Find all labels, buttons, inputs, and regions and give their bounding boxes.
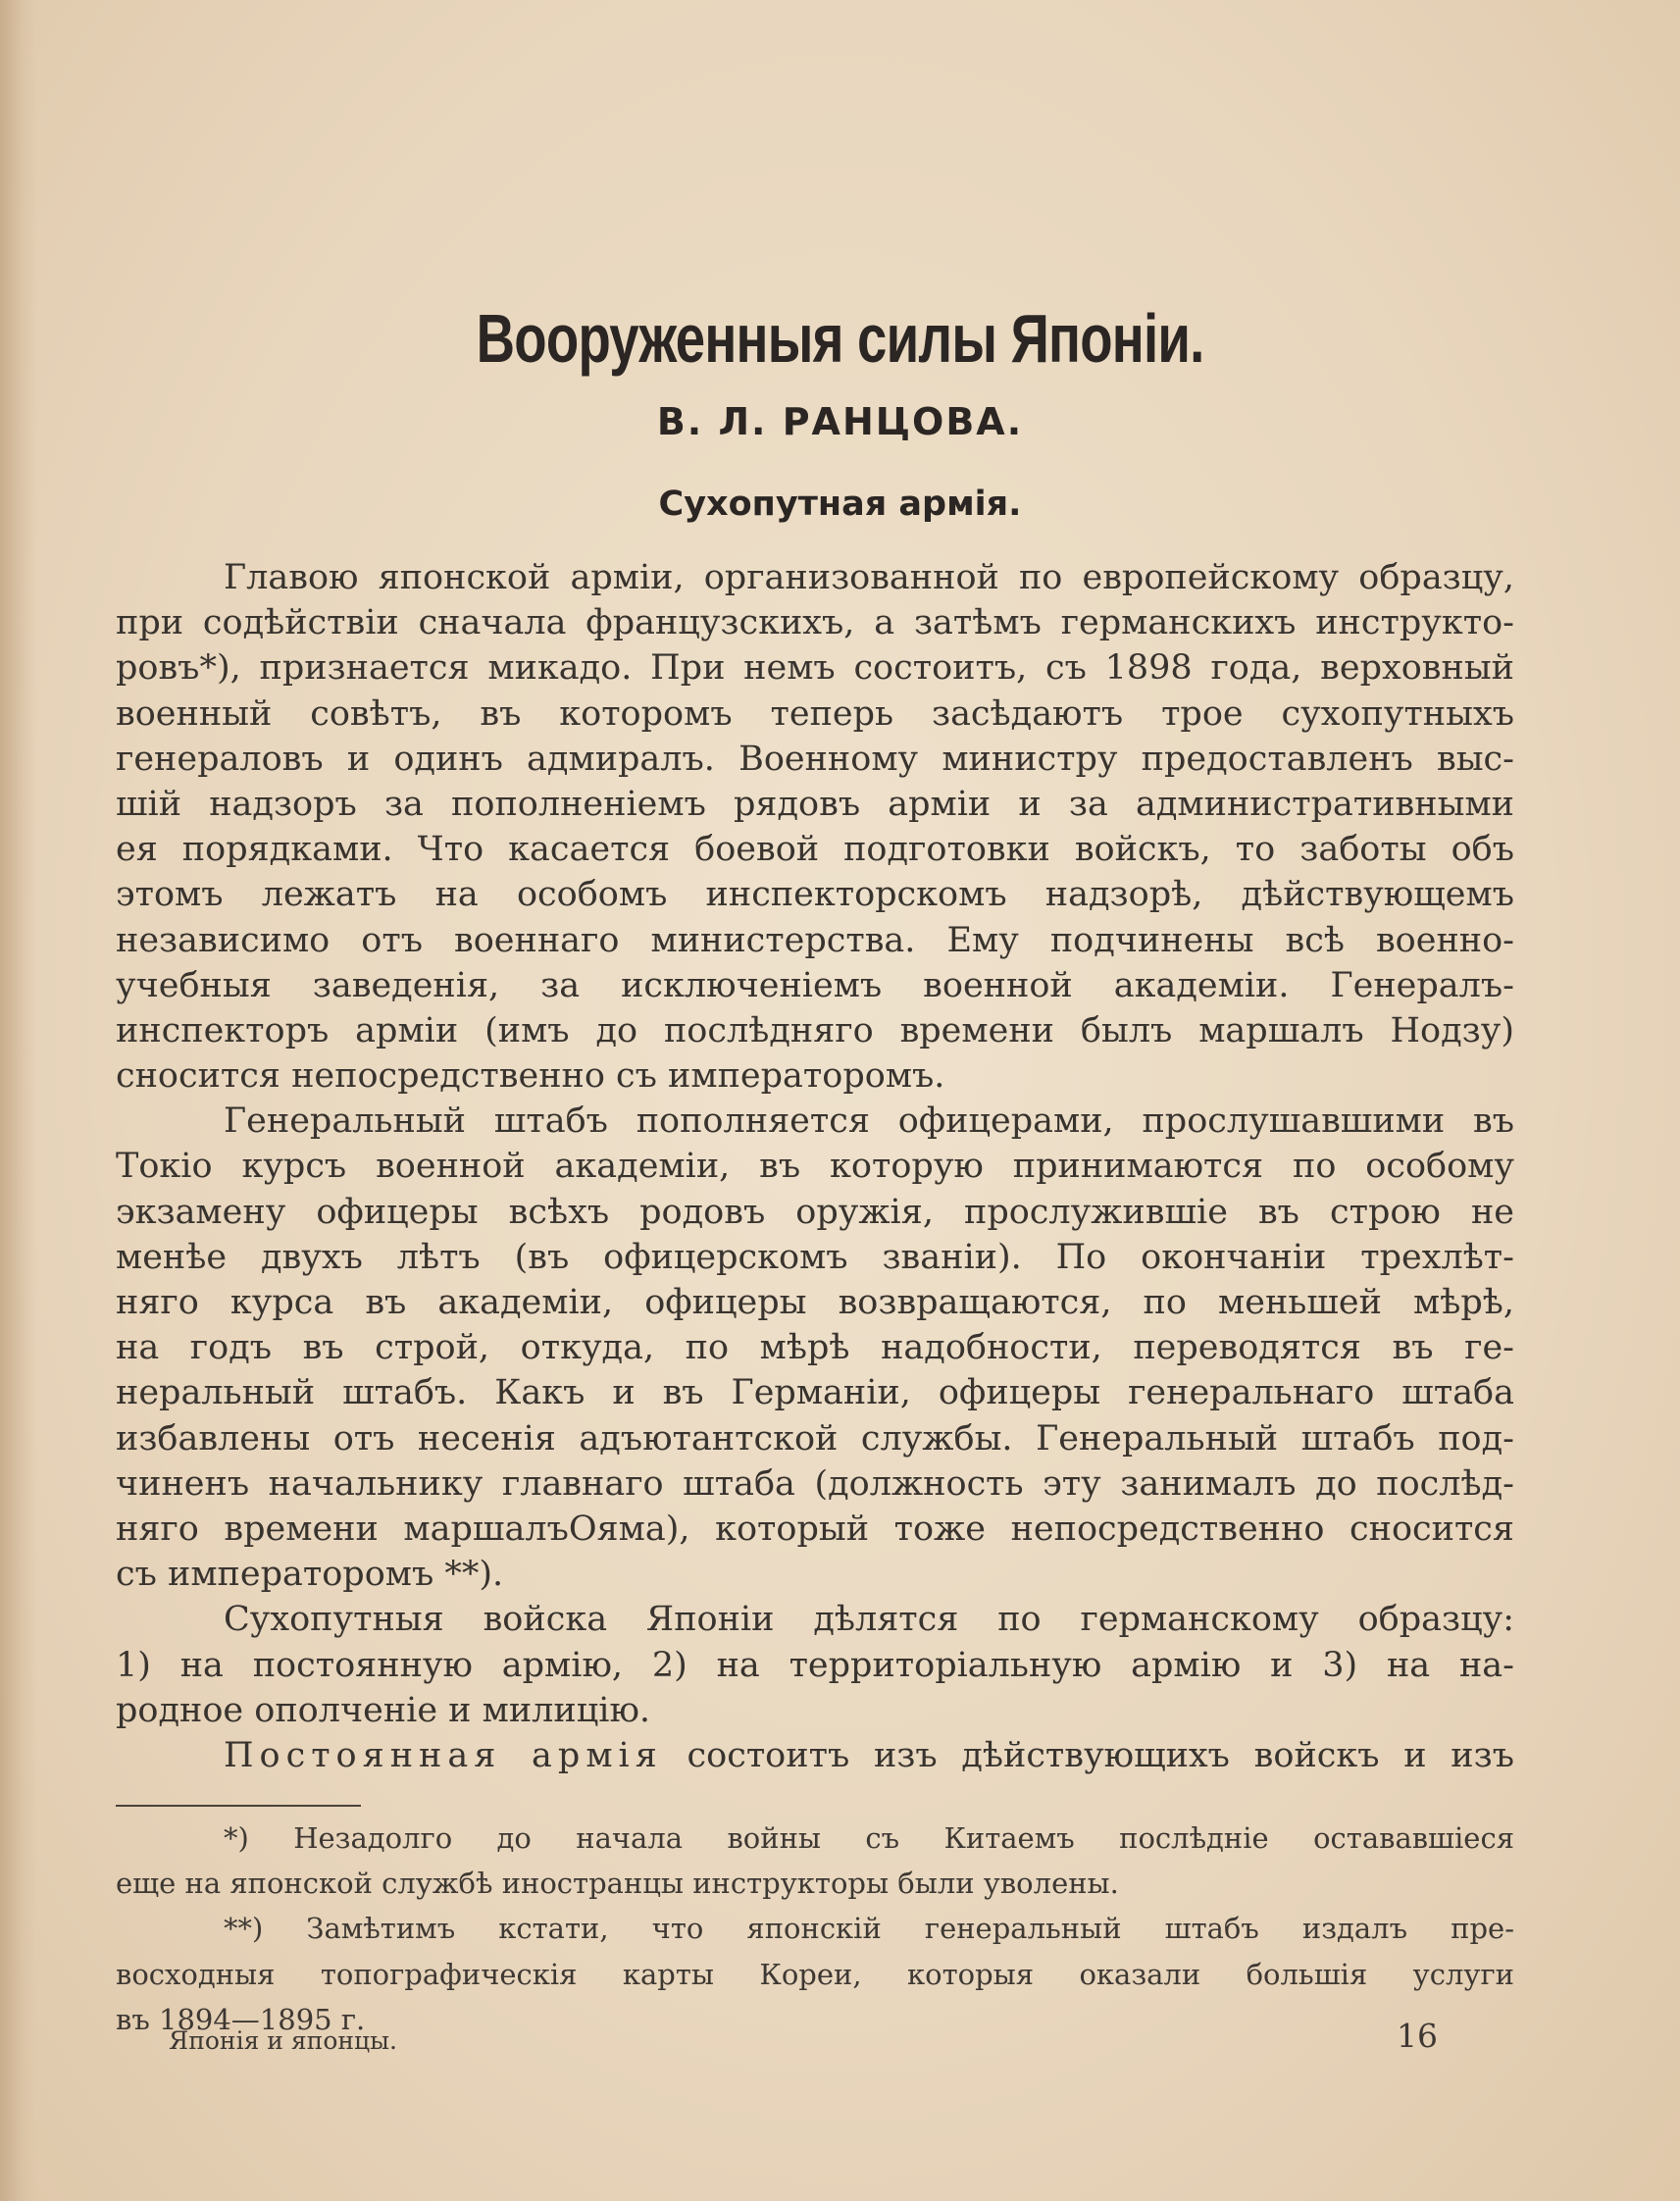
- body-line: генераловъ и одинъ адмиралъ. Военному министру предоставленъ выс-: [116, 739, 1514, 779]
- footnote-line: въ 1894—1895 г.: [116, 2002, 366, 2036]
- body-text: [116, 555, 1514, 1778]
- page-gutter-shadow: [0, 0, 37, 2201]
- body-line: избавлены отъ несенія адъютантской службы. Генеральный штабъ под-: [116, 1418, 1514, 1459]
- body-line: съ императоромъ **).: [116, 1555, 504, 1595]
- body-line: независимо отъ военнаго министерства. Ему подчинены всѣ военно-: [116, 920, 1514, 960]
- body-line: шій надзоръ за пополненіемъ рядовъ арміи и за административными: [116, 784, 1514, 824]
- body-line: Генеральный штабъ пополняется офицерами, прослушавшими въ: [224, 1101, 1514, 1142]
- page-number: 16: [1397, 2017, 1438, 2055]
- body-line: 1) на постоянную армію, 2) на территоріальную армію и 3) на на-: [116, 1645, 1514, 1685]
- body-line: Токіо курсъ военной академіи, въ которую принимаются по особому: [116, 1147, 1514, 1187]
- body-line: Сухопутныя войска Японіи дѣлятся по германскому образцу:: [224, 1600, 1514, 1640]
- body-line-last: [116, 1733, 1514, 1778]
- body-line: родное ополченіе и милицію.: [116, 1690, 651, 1730]
- body-line: чиненъ начальнику главнаго штаба (должность эту занималъ до послѣд-: [116, 1463, 1514, 1504]
- body-line: учебныя заведенія, за исключеніемъ военной академіи. Генералъ-: [116, 965, 1514, 1005]
- body-line: ровъ*), признается микадо. При немъ состоитъ, съ 1898 года, верховный: [116, 648, 1514, 689]
- article-title: Вооруженныя силы Японіи.: [476, 300, 1204, 377]
- body-line: ея порядками. Что касается боевой подготовки войскъ, то заботы объ: [116, 830, 1514, 870]
- footnote-line: **) Замѣтимъ кстати, что японскій генеральный штабъ издалъ пре-: [224, 1912, 1514, 1946]
- body-line: Главою японской арміи, организованной по европейскому образцу,: [224, 558, 1514, 597]
- footnotes: [116, 1820, 1514, 2047]
- body-line: няго времени маршалъОяма), который тоже непосредственно сносится: [116, 1509, 1514, 1549]
- body-line: неральный штабъ. Какъ и въ Германіи, офицеры генеральнаго штаба: [116, 1373, 1514, 1413]
- running-title: Японія и японцы.: [169, 2026, 397, 2055]
- section-heading: Сухопутная армія.: [658, 485, 1022, 524]
- body-line: няго курса въ академіи, офицеры возвращаются, по меньшей мѣрѣ,: [116, 1283, 1514, 1322]
- body-line: инспекторъ арміи (имъ до послѣдняго времени былъ маршалъ Нодзу): [116, 1010, 1514, 1050]
- body-line: при содѣйствіи сначала французскихъ, а затѣмъ германскихъ инструкто-: [116, 603, 1514, 643]
- body-line: военный совѣтъ, въ которомъ теперь засѣдаютъ трое сухопутныхъ: [116, 693, 1514, 734]
- spaced-emphasis: Постоянная армія: [224, 1735, 663, 1775]
- body-line: сносится непосредственно съ императоромъ.: [116, 1056, 945, 1097]
- author-line: В. Л. РАНЦОВА.: [656, 400, 1024, 443]
- body-line: на годъ въ строй, откуда, по мѣрѣ надобности, переводятся въ ге-: [116, 1328, 1514, 1368]
- body-line: этомъ лежатъ на особомъ инспекторскомъ надзорѣ, дѣйствующемъ: [116, 875, 1514, 915]
- footnote-line: *) Незадолго до начала войны съ Китаемъ послѣдніе остававшіеся: [224, 1821, 1514, 1855]
- body-line: экзамену офицеры всѣхъ родовъ оружія, прослужившіе въ строю не: [116, 1192, 1514, 1232]
- footnote-line: восходныя топографическія карты Кореи, которыя оказали большія услуги: [116, 1957, 1514, 1991]
- body-line: менѣе двухъ лѣтъ (въ офицерскомъ званіи). По окончаніи трехлѣт-: [116, 1237, 1514, 1277]
- body-line-rest: состоитъ изъ дѣйствующихъ войскъ и изъ: [662, 1735, 1514, 1775]
- footnote-rule: [116, 1805, 361, 1807]
- footnote-line: еще на японской службѣ иностранцы инструкторы были уволены.: [116, 1867, 1119, 1901]
